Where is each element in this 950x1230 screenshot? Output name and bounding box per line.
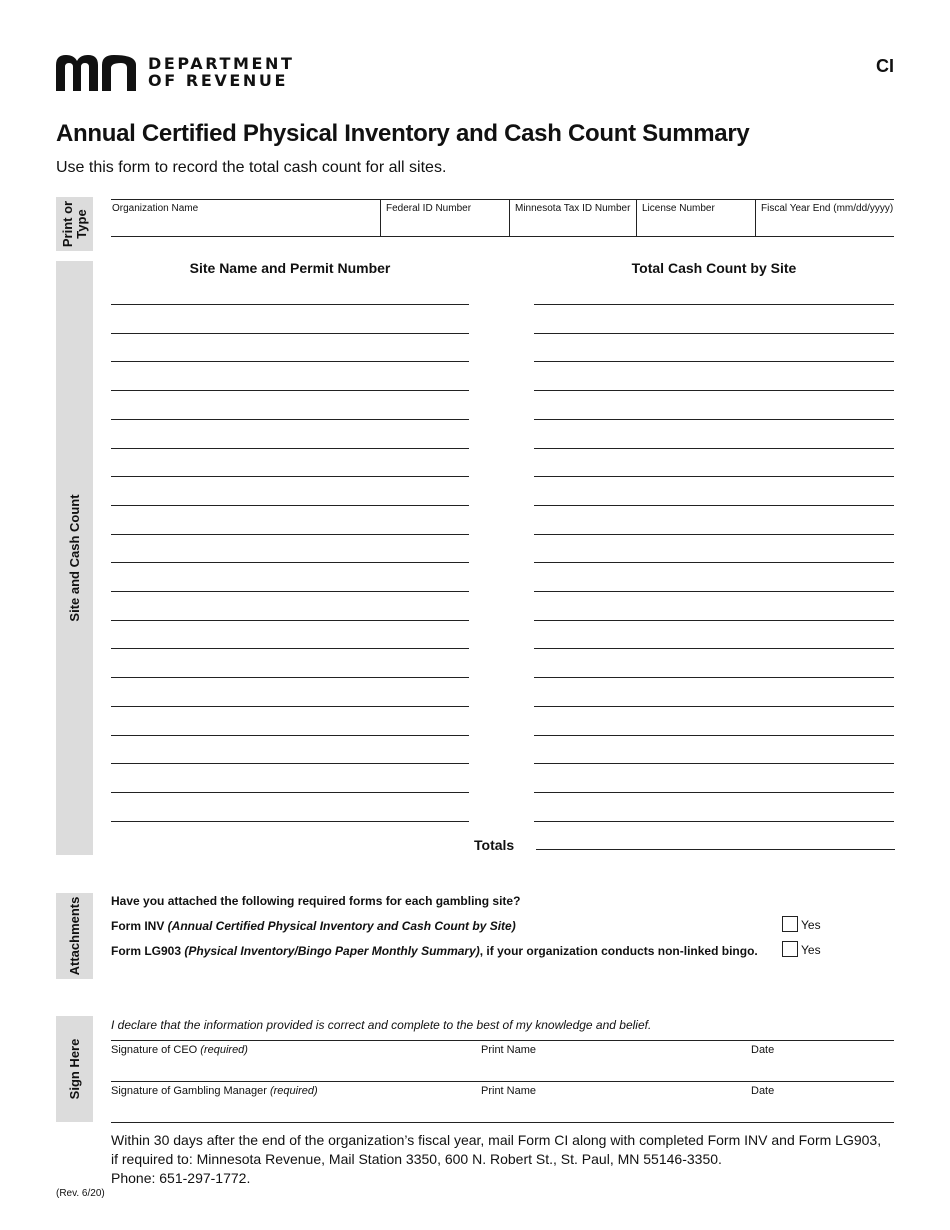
site-name-line[interactable] [111, 591, 469, 592]
ceo-print-name-field[interactable]: Print Name [481, 1044, 537, 1056]
site-and-cash-count-label: Site and Cash Count [66, 494, 82, 622]
form-lg903-suffix: , if your organization conducts non-linked bingo. [479, 944, 758, 958]
manager-date-field[interactable]: Date [751, 1085, 775, 1097]
cash-count-line[interactable] [534, 304, 894, 305]
attachments-tab [56, 893, 93, 979]
cash-count-line[interactable] [534, 706, 894, 707]
site-name-line[interactable] [111, 648, 469, 649]
minnesota-tax-id-label: Minnesota Tax ID Number [515, 203, 631, 214]
manager-signature-rule [111, 1122, 894, 1123]
organization-info-row [111, 199, 894, 237]
form-inv-yes-label: Yes [801, 918, 821, 932]
cash-count-line[interactable] [534, 763, 894, 764]
site-name-line[interactable] [111, 419, 469, 420]
cash-count-line[interactable] [534, 505, 894, 506]
site-name-line[interactable] [111, 677, 469, 678]
attachments-label: Attachments [66, 896, 82, 976]
logo-line-1: DEPARTMENT [148, 54, 295, 73]
site-name-line[interactable] [111, 562, 469, 563]
site-name-line[interactable] [111, 448, 469, 449]
form-lg903-line [111, 944, 758, 958]
cash-count-line[interactable] [534, 648, 894, 649]
manager-signature-field[interactable] [111, 1085, 318, 1097]
federal-id-label: Federal ID Number [386, 203, 472, 214]
manager-print-name-field[interactable]: Print Name [481, 1085, 537, 1097]
print-or-type-line-2: Type [73, 209, 89, 239]
site-name-line[interactable] [111, 505, 469, 506]
mailing-line-2: if required to: Minnesota Revenue, Mail Station 3350, 600 N. Robert St., St. Paul, MN 55146-3350. [111, 1151, 722, 1167]
page-subtitle: Use this form to record the total cash count for all sites. [56, 159, 447, 176]
federal-id-field[interactable] [380, 200, 509, 237]
form-code: CI [876, 56, 894, 76]
declaration-text: I declare that the information provided is correct and complete to the best of my knowledge and belief. [111, 1018, 652, 1032]
site-and-cash-count-tab [56, 261, 93, 855]
sign-here-tab [56, 1016, 93, 1122]
site-name-column-header: Site Name and Permit Number [189, 260, 391, 276]
site-name-line[interactable] [111, 735, 469, 736]
totals-label: Totals [474, 837, 515, 853]
manager-signature-label: Signature of Gambling Manager [111, 1085, 270, 1097]
logo-line-2: OF REVENUE [148, 71, 288, 90]
form-lg903-yes-checkbox[interactable] [782, 941, 798, 957]
form-inv-description: (Annual Certified Physical Inventory and Cash Count by Site) [167, 919, 516, 933]
cash-count-line[interactable] [534, 562, 894, 563]
cash-count-line[interactable] [534, 534, 894, 535]
minnesota-tax-id-field[interactable] [509, 200, 636, 237]
cash-count-line[interactable] [534, 735, 894, 736]
mn-logo-icon [56, 55, 136, 91]
fiscal-year-end-field[interactable] [755, 200, 894, 237]
attachments-question: Have you attached the following required forms for each gambling site? [111, 894, 521, 908]
form-lg903-description: (Physical Inventory/Bingo Paper Monthly Summary) [184, 944, 480, 958]
site-name-line[interactable] [111, 706, 469, 707]
license-number-field[interactable] [636, 200, 755, 237]
mailing-line-3: Phone: 651-297-1772. [111, 1170, 251, 1186]
ceo-date-field[interactable]: Date [751, 1044, 775, 1056]
ceo-signature-rule [111, 1081, 894, 1082]
cash-count-column-header: Total Cash Count by Site [631, 260, 797, 276]
site-name-line[interactable] [111, 390, 469, 391]
cash-count-line[interactable] [534, 620, 894, 621]
print-or-type-tab [56, 197, 93, 251]
site-name-line[interactable] [111, 333, 469, 334]
site-name-line[interactable] [111, 792, 469, 793]
ceo-required-note: (required) [200, 1044, 248, 1056]
cash-count-line[interactable] [534, 361, 894, 362]
ceo-signature-label: Signature of CEO [111, 1044, 201, 1056]
organization-name-label: Organization Name [112, 203, 199, 214]
site-name-line[interactable] [111, 763, 469, 764]
form-lg903-prefix: Form LG903 [111, 944, 185, 958]
cash-count-line[interactable] [534, 448, 894, 449]
sign-here-label: Sign Here [66, 1038, 82, 1100]
cash-count-line[interactable] [534, 419, 894, 420]
license-number-label: License Number [642, 203, 715, 214]
site-name-line[interactable] [111, 821, 469, 822]
revision-date: (Rev. 6/20) [56, 1188, 105, 1199]
form-inv-line [111, 919, 516, 933]
department-wordmark [148, 55, 295, 89]
manager-required-note: (required) [269, 1085, 318, 1097]
declaration-rule [111, 1040, 894, 1041]
totals-line[interactable] [536, 849, 895, 850]
site-name-line[interactable] [111, 476, 469, 477]
page-title: Annual Certified Physical Inventory and Cash Count Summary [56, 120, 750, 147]
fiscal-year-end-label: Fiscal Year End (mm/dd/yyyy) [761, 203, 894, 214]
site-name-line[interactable] [111, 361, 469, 362]
ceo-signature-field[interactable] [111, 1044, 248, 1056]
cash-count-line[interactable] [534, 792, 894, 793]
cash-count-line[interactable] [534, 677, 894, 678]
cash-count-line[interactable] [534, 390, 894, 391]
site-name-line[interactable] [111, 304, 469, 305]
cash-count-line[interactable] [534, 821, 894, 822]
cash-count-line[interactable] [534, 591, 894, 592]
form-inv-yes-checkbox[interactable] [782, 916, 798, 932]
form-lg903-yes-label: Yes [801, 943, 821, 957]
cash-count-line[interactable] [534, 333, 894, 334]
site-name-line[interactable] [111, 534, 469, 535]
form-inv-prefix: Form INV [111, 919, 168, 933]
print-or-type-line-1: Print or [59, 200, 75, 248]
site-name-line[interactable] [111, 620, 469, 621]
organization-name-field[interactable] [111, 200, 380, 237]
cash-count-line[interactable] [534, 476, 894, 477]
mailing-instructions [111, 1131, 901, 1188]
mailing-line-1: Within 30 days after the end of the organization’s fiscal year, mail Form CI along with completed Form INV and Form LG903, [111, 1132, 882, 1148]
